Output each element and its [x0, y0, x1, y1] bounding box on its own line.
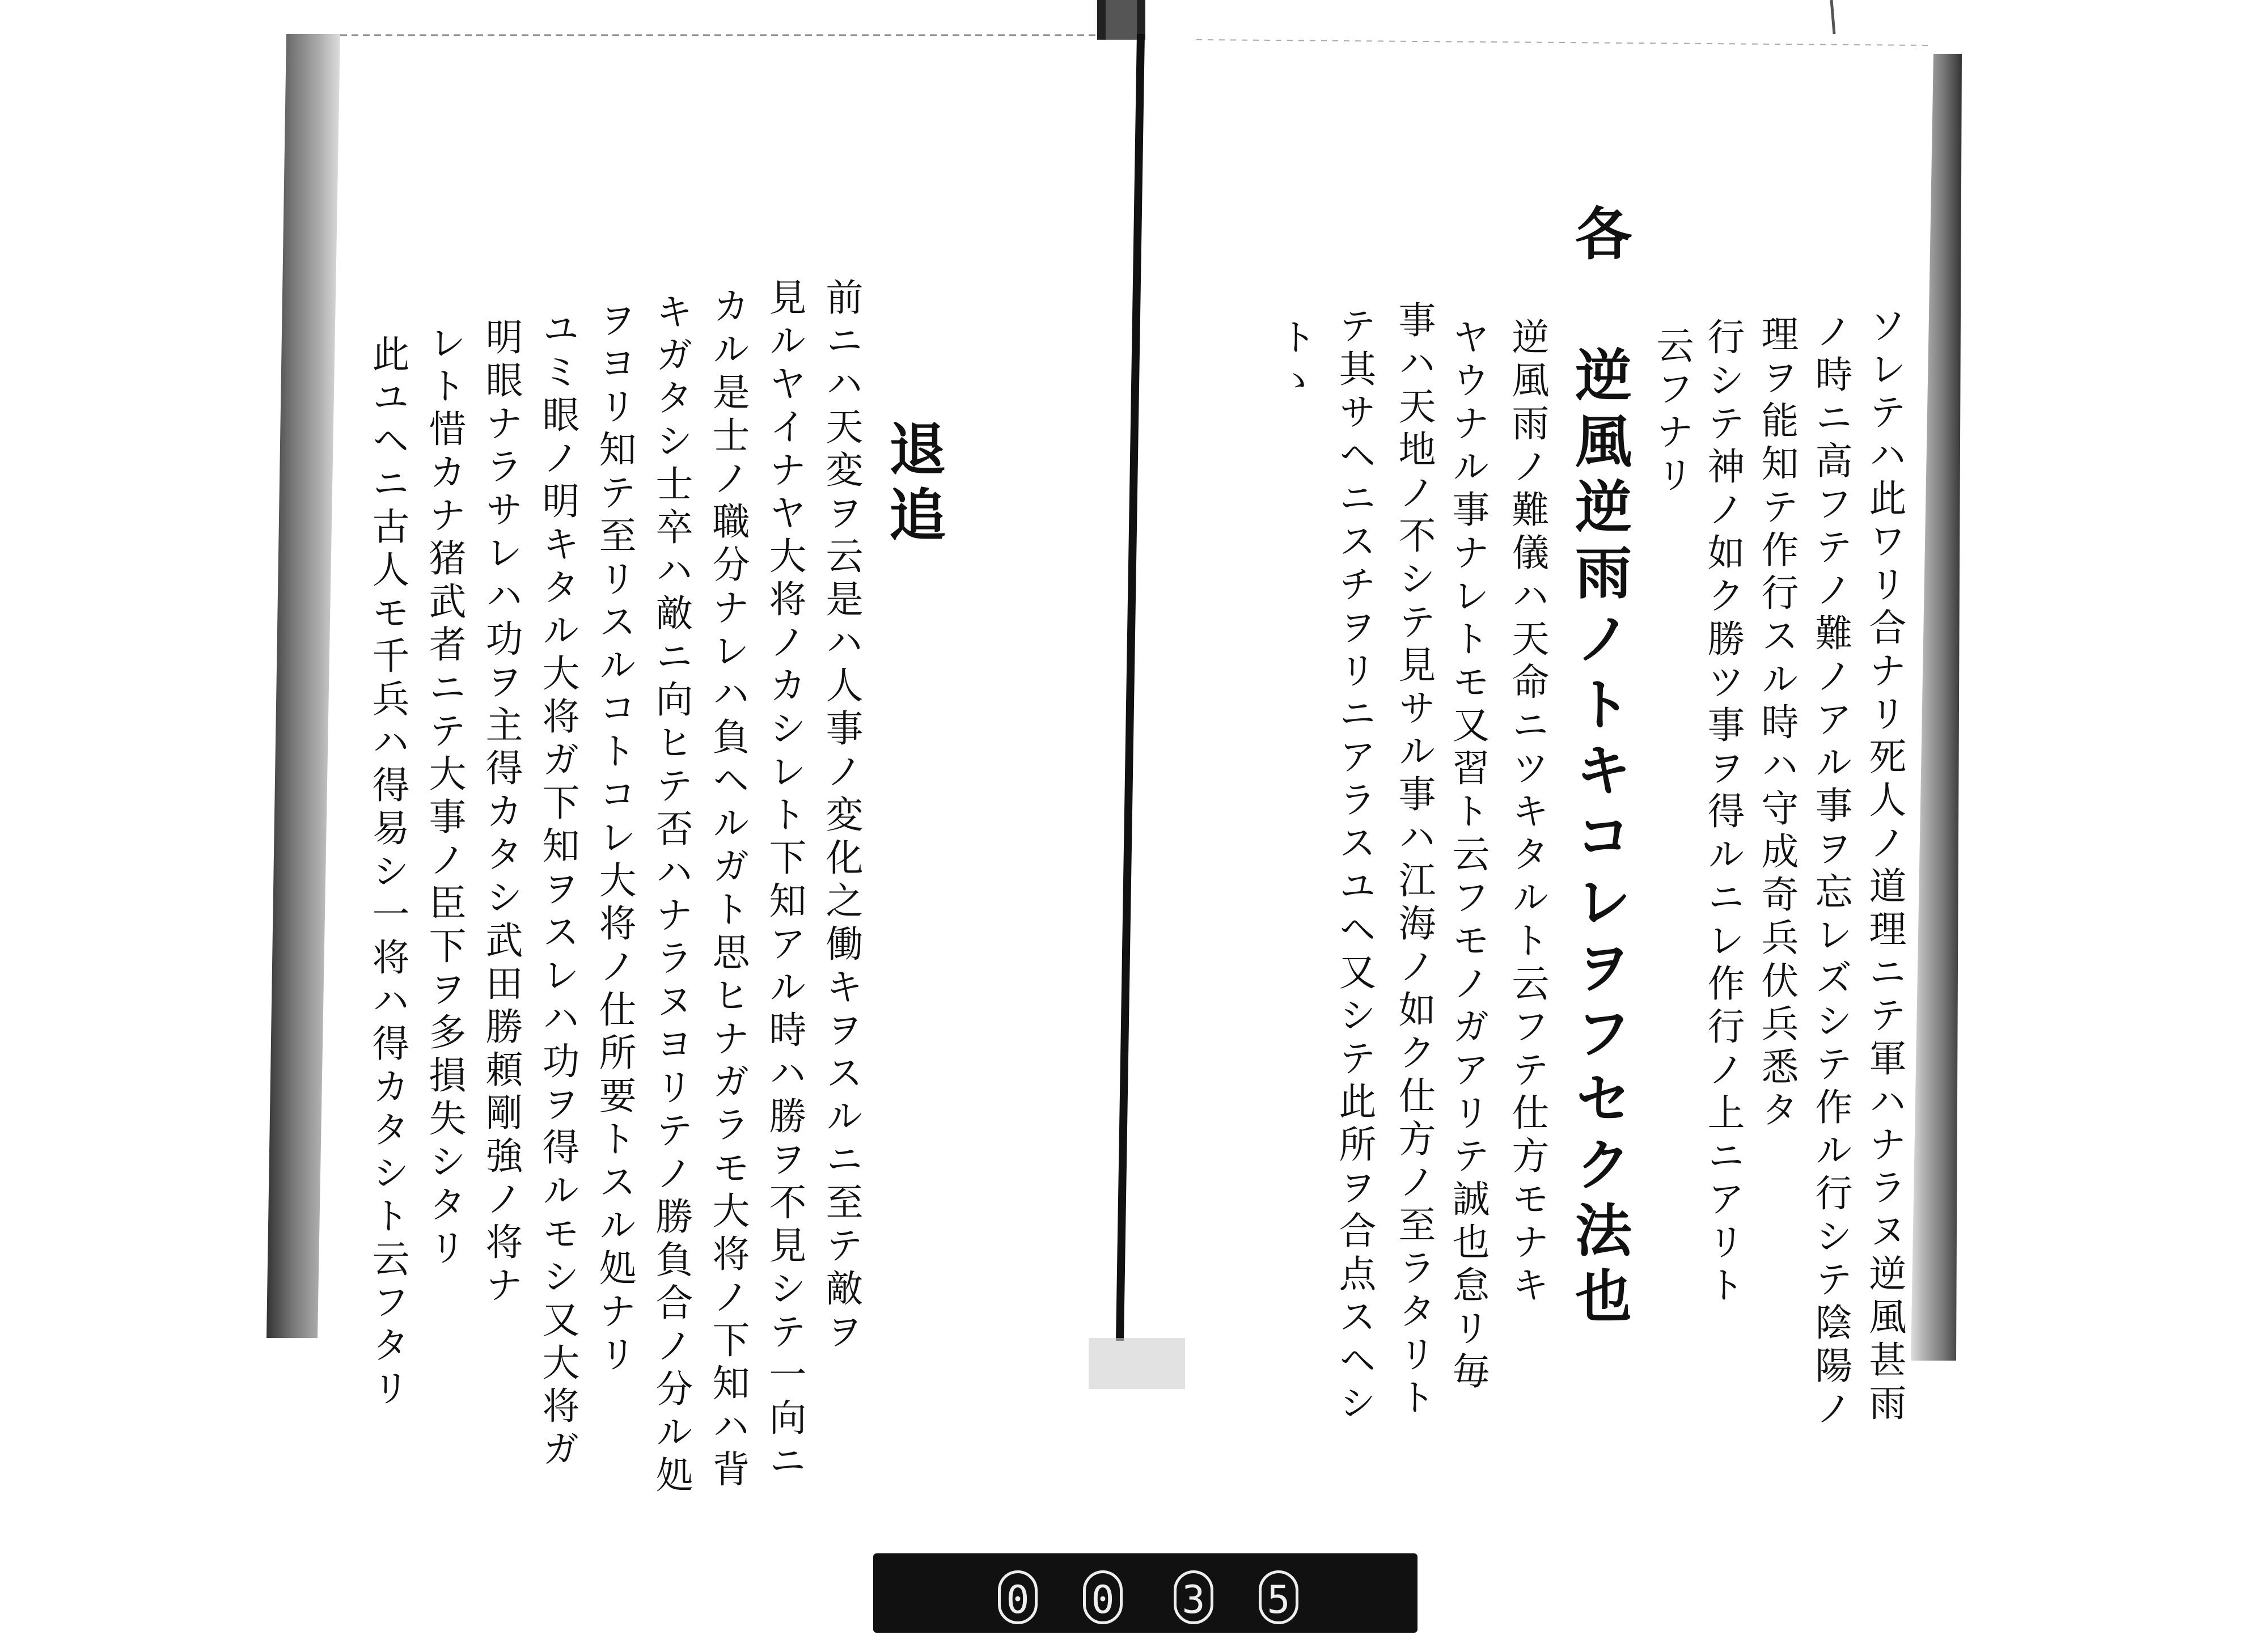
right-page-edge	[1911, 54, 1962, 1361]
right-page-section-line: 事ハ天地ノ不シテ見サル事ハ江海ノ如ク仕方ノ至ラタリト	[1392, 300, 1436, 1421]
left-page-line: 此ユヘニ古人モ千兵ハ得易シ一将ハ得カタシト云フタリ	[366, 334, 409, 1412]
right-page-line: ソレテハ此ワリ合ナリ死人ノ道理ニテ軍ハナラヌ逆風甚雨	[1863, 306, 1906, 1426]
right-page-section-line: 逆風雨ノ難儀ハ天命ニツキタルト云フテ仕方モナキ	[1505, 317, 1549, 1308]
right-page-section-line: トゝ	[1273, 317, 1317, 404]
right-page-line: ノ時ニ高フテノ難ノアル事ヲ忘レズシテ作ル行シテ陰陽ノ	[1809, 312, 1852, 1432]
left-page-heading: 退追	[879, 420, 946, 551]
left-page-line: ユミ眼ノ明キタル大将ガ下知ヲスレハ功ヲ得ルモシ又大将ガ	[536, 309, 579, 1472]
left-page-line: キガタシ士卒ハ敵ニ向ヒテ否ハナラヌヨリテノ勝負合ノ分ル処	[649, 292, 693, 1498]
left-page-line: カル是士ノ職分ナレハ負ヘルガト思ヒナガラモ大将ノ下知ハ背	[706, 286, 750, 1493]
page-number-strip	[873, 1553, 1417, 1633]
right-page-line: 云フナリ	[1650, 326, 1694, 498]
right-page-section-line: テ其サヘニスチヲリニアラスユヘ又シテ此所ヲ合点スヘシ	[1332, 306, 1376, 1426]
left-page-line: レト惜カナ猪武者ニテ大事ノ臣下ヲ多損失シタリ	[422, 323, 466, 1271]
gutter-line	[1120, 34, 1141, 1341]
right-page-section-heading: 各 逆風逆雨ノトキコレヲフセク法也	[1565, 204, 1632, 1332]
right-page-section-line: ヤウナル事ナレトモ又習ト云フモノガアリテ誠也怠リ毎	[1446, 317, 1490, 1395]
page-number-digit: 5	[1259, 1570, 1298, 1624]
right-page-line: 理ヲ能知テ作行スル時ハ守成奇兵伏兵悉タ	[1755, 315, 1799, 1133]
page-number-digit: 0	[1083, 1570, 1123, 1624]
left-page-line: 見ルヤイナヤ大将ノカシレト下知アル時ハ勝ヲ不見シテ一向ニ	[763, 278, 806, 1484]
page-number-digit: 0	[998, 1570, 1038, 1624]
page-number-digit: 3	[1174, 1570, 1213, 1624]
right-page-line: 行シテ神ノ如ク勝ツ事ヲ得ルニレ作行ノ上ニアリト	[1701, 317, 1745, 1308]
left-page-edge	[266, 34, 340, 1338]
left-page-line: 明眼ナラサレハ功ヲ主得カタシ武田勝頼剛強ノ将ナ	[479, 317, 523, 1308]
left-page-line: ヲヨリ知テ至リスルコトコレ大将ノ仕所要トスル処ナリ	[593, 300, 636, 1378]
left-page-line: 前ニハ天変ヲ云是ハ人事ノ変化之働キヲスルニ至テ敵ヲ	[819, 278, 863, 1355]
